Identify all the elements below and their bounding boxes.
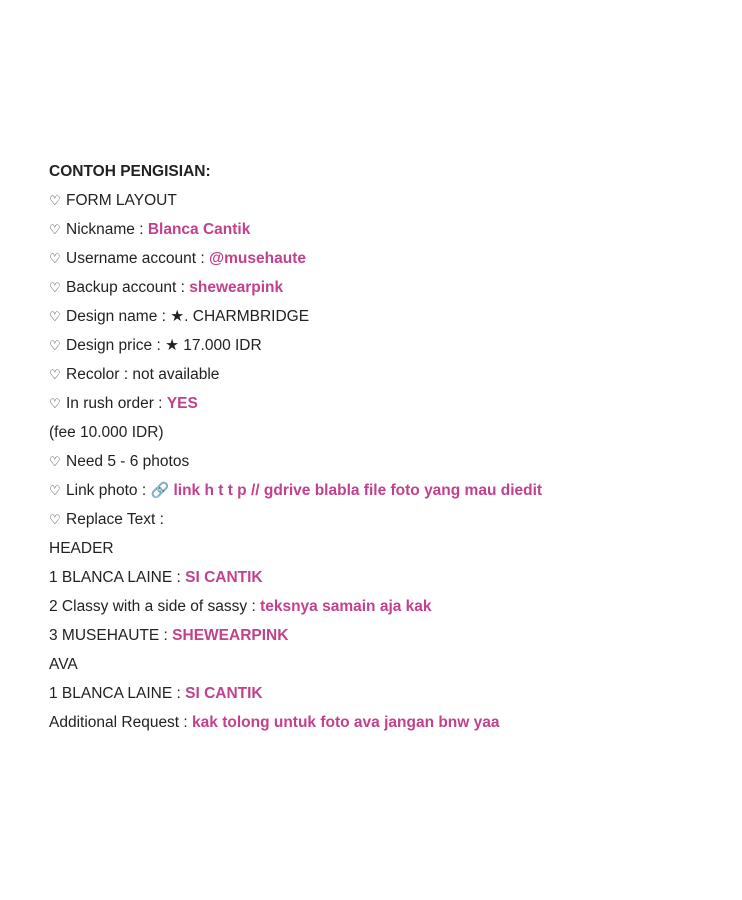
header-item-1 [49, 563, 729, 592]
ava-item-1 [49, 679, 729, 708]
username-label: Username account : [66, 250, 205, 267]
backup-account-label: Backup account : [66, 279, 185, 296]
fee-note: (fee 10.000 IDR) [49, 424, 164, 441]
recolor-label: Recolor : [66, 366, 129, 383]
ava-item-1-value: SI CANTIK [185, 685, 263, 702]
rush-order-line [49, 389, 729, 418]
recolor-line [49, 360, 729, 389]
heart-outline-icon: ♡ [49, 396, 61, 411]
username-line [49, 244, 729, 273]
heart-outline-icon: ♡ [49, 367, 61, 382]
design-name-label: Design name : [66, 308, 166, 325]
additional-request-label: Additional Request : [49, 714, 188, 731]
design-price-label: Design price : [66, 337, 161, 354]
heart-outline-icon: ♡ [49, 338, 61, 353]
ava-section-title: AVA [49, 656, 78, 673]
rush-order-label: In rush order : [66, 395, 163, 412]
header-section-title: HEADER [49, 540, 114, 557]
heart-outline-icon: ♡ [49, 222, 61, 237]
design-name-value: ★. CHARMBRIDGE [170, 308, 310, 325]
backup-account-line [49, 273, 729, 302]
heart-outline-icon: ♡ [49, 193, 61, 208]
header-item-2-value: teksnya samain aja kak [260, 598, 432, 615]
link-chain-icon: 🔗 [150, 482, 170, 499]
form-layout-line [49, 186, 729, 215]
photos-needed-text: Need 5 - 6 photos [66, 453, 190, 470]
nickname-value: Blanca Cantik [147, 221, 251, 238]
heart-outline-icon: ♡ [49, 512, 61, 527]
heart-outline-icon: ♡ [49, 251, 61, 266]
heart-outline-icon: ♡ [49, 280, 61, 295]
link-photo-value: link h t t p // gdrive blabla file foto yang mau diedit [173, 482, 543, 499]
design-price-line [49, 331, 729, 360]
header-item-2 [49, 592, 729, 621]
header-item-1-label: 1 BLANCA LAINE : [49, 569, 181, 586]
header-item-3-label: 3 MUSEHAUTE : [49, 627, 168, 644]
form-example-document [49, 157, 729, 737]
document-title: CONTOH PENGISIAN: [49, 163, 211, 180]
heart-outline-icon: ♡ [49, 454, 61, 469]
nickname-line [49, 215, 729, 244]
header-item-1-value: SI CANTIK [185, 569, 263, 586]
additional-request-line [49, 708, 729, 737]
replace-text-line [49, 505, 729, 534]
header-item-3-value: SHEWEARPINK [172, 627, 289, 644]
link-photo-line [49, 476, 729, 505]
additional-request-value: kak tolong untuk foto ava jangan bnw yaa [192, 714, 500, 731]
heart-outline-icon: ♡ [49, 483, 61, 498]
backup-account-value: shewearpink [189, 279, 284, 296]
photos-needed-line [49, 447, 729, 476]
username-value: @musehaute [209, 250, 306, 267]
recolor-value: not available [132, 366, 220, 383]
header-item-3 [49, 621, 729, 650]
design-name-line [49, 302, 729, 331]
ava-item-1-label: 1 BLANCA LAINE : [49, 685, 181, 702]
design-price-value: ★ 17.000 IDR [165, 337, 262, 354]
form-layout-label: FORM LAYOUT [66, 192, 177, 209]
heart-outline-icon: ♡ [49, 309, 61, 324]
nickname-label: Nickname : [66, 221, 144, 238]
header-item-2-label: 2 Classy with a side of sassy : [49, 598, 256, 615]
rush-order-value: YES [166, 395, 198, 412]
replace-text-label: Replace Text : [66, 511, 164, 528]
link-photo-label: Link photo : [66, 482, 147, 499]
